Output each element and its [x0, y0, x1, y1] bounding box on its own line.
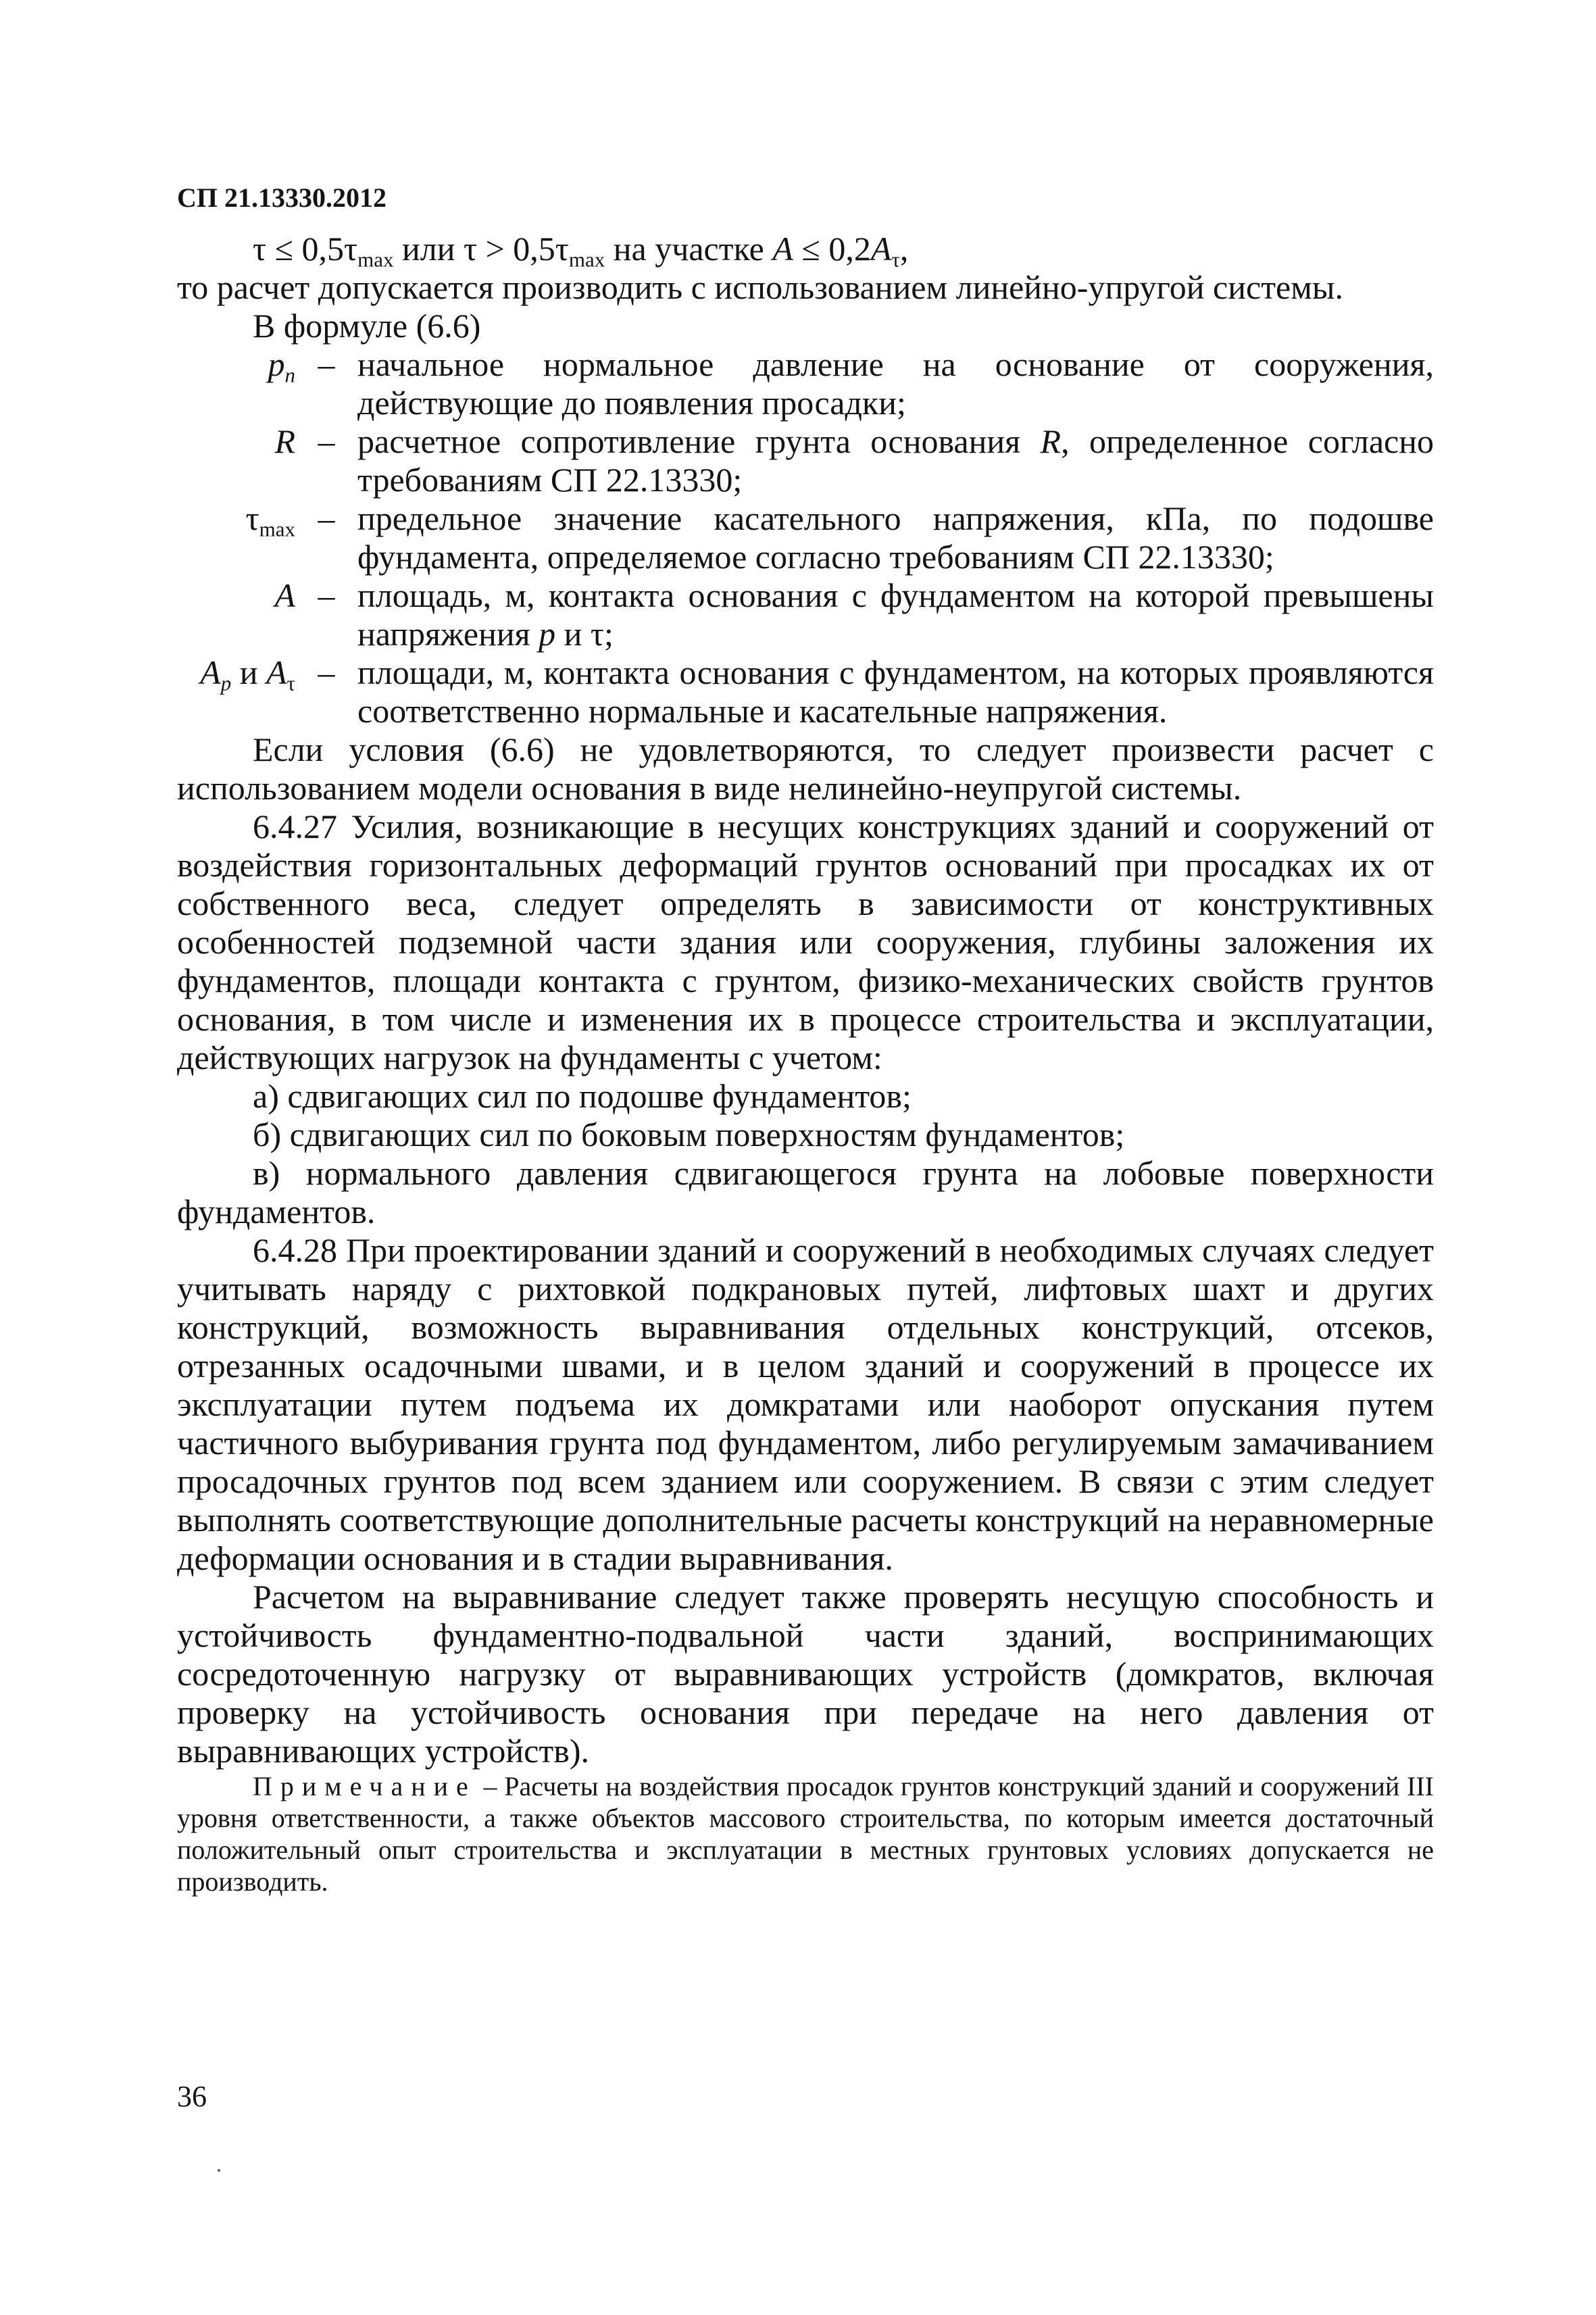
- list-item-c: в) нормального давления сдвигающегося грунта на лобовые поверхности фундаментов.: [177, 1154, 1434, 1230]
- paragraph-if-not-satisfied: Если условия (6.6) не удовлетворяются, то следует произвести расчет с использованием модели основания в виде нелинейно-неупругой системы.: [177, 730, 1434, 807]
- definition-ap-atau: $A_p$ и $A_\tau$ – площади, м, контакта основания с фундаментом, на которых проявляются соответственно нормальные и касательные напряжения.: [200, 653, 1434, 730]
- document-body: [177, 230, 1434, 1897]
- document-code-header: СП 21.13330.2012: [177, 182, 386, 213]
- note-text: – Расчеты на воздействия просадок грунтов конструкций зданий и сооружений III уровня ответственности, а также объектов массового строительства, по которым имеется достаточный положительный опыт строительства и эксплуатации в местных грунтовых условиях допускается не производить.: [177, 1771, 1434, 1897]
- scan-speck: [218, 2169, 220, 2172]
- definition-pn: $p_n$ – начальное нормальное давление на основание от сооружения, действующие до появления просадки;: [268, 345, 1434, 422]
- clause-6-4-28: 6.4.28 При проектировании зданий и сооружений в необходимых случаях следует учитывать наряду с рихтовкой подкрановых путей, лифтовых шахт и других конструкций, возможность выравнивания отдельных конструкций, отсеков, отрезанных осадочными швами, и в целом зданий и сооружений в процессе их эксплуатации путем подъема их домкратами или наоборот опускания путем частичного выбуривания грунта под фундаментом, либо регулируемым замачиванием просадочных грунтов под всем зданием или сооружением. В связи с этим следует выполнять соответствующие дополнительные расчеты конструкций на неравномерные деформации основания и в стадии выравнивания.: [177, 1231, 1434, 1577]
- definitions-list: [177, 345, 1434, 730]
- paragraph-leveling-check: Расчетом на выравнивание следует также проверять несущую способность и устойчивость фундаментно-подвальной части зданий, воспринимающих сосредоточенную нагрузку от выравнивающих устройств (домкратов, включая проверку на устойчивость основания при передаче на него давления от выравнивающих устройств).: [177, 1578, 1434, 1770]
- clause-6-4-27: 6.4.27 Усилия, возникающие в несущих конструкциях зданий и сооружений от воздействия горизонтальных деформаций грунтов оснований при просадках их от собственного веса, следует определять в зависимости от конструктивных особенностей подземной части здания или сооружения, глубины заложения их фундаментов, площади контакта с грунтом, физико-механических свойств грунтов основания, в том числе и изменения их в процессе строительства и эксплуатации, действующих нагрузок на фундаменты с учетом:: [177, 807, 1434, 1076]
- definition-a: A – площадь, м, контакта основания с фундаментом на которой превышены напряжения p и τ;: [274, 576, 1434, 653]
- paragraph-linear-system: то расчет допускается производить с использованием линейно-упругой системы.: [177, 268, 1343, 306]
- note: [177, 1770, 1434, 1897]
- definition-r: R – расчетное сопротивление грунта основания R, определенное согласно требованиям СП 22.13330;: [274, 422, 1435, 499]
- definition-tau-max: $\tau_{max}$ – предельное значение касательного напряжения, кПа, по подошве фундамента, определяемое согласно требованиям СП 22.13330;: [245, 499, 1434, 576]
- note-label: Примечание: [253, 1771, 476, 1801]
- list-item-b: б) сдвигающих сил по боковым поверхностям фундаментов;: [253, 1116, 1125, 1153]
- page-number: 36: [177, 2080, 207, 2113]
- condition-formula: $\tau \le 0,5\tau_{max}$ или $\tau > 0,5\tau_{max}$ на участке $A \le 0,2A_\tau$,: [253, 230, 909, 272]
- list-item-a: а) сдвигающих сил по подошве фундаментов;: [253, 1077, 912, 1115]
- paragraph-formula-reference: В формуле (6.6): [253, 307, 481, 345]
